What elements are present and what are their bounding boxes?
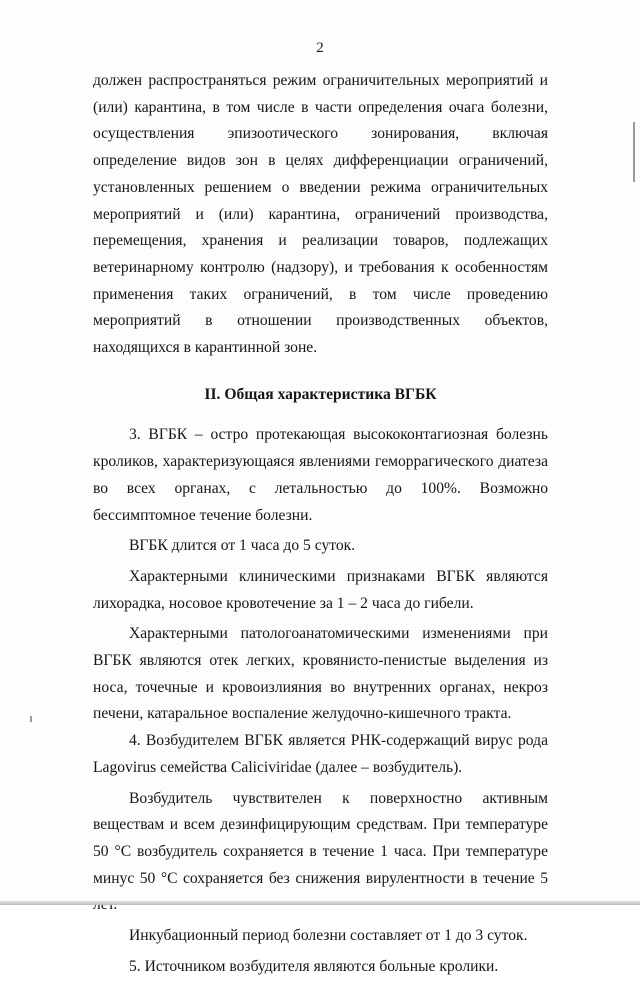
paragraph-pathology: Характерными патологоанатомическими изменениями при ВГБК являются отек легких, кровянисто-пенистые выделения из носа, точечные и кровоизлияния во внутренних органах, некроз печени, катаральное воспаление желудочно-кишечного тракта. bbox=[93, 625, 548, 723]
paragraph-resistance: Возбудитель чувствителен к поверхностно активным веществам и всем дезинфицирующим средствам. При температуре 50 °С возбудитель сохраняется в течение 1 часа. При температуре минус 50 °С сохраняется без снижения вирулентности в течение 5 bbox=[93, 789, 548, 887]
page-number: 2 bbox=[316, 40, 324, 56]
paragraph-item-5: 5. Источником возбудителя являются больные кролики. bbox=[129, 957, 499, 975]
paragraph-item-4: 4. Возбудителем ВГБК является РНК-содержащий вирус рода Lagovirus семейства Caliciviridae (далее – возбудитель). bbox=[93, 732, 548, 776]
section-heading: II. Общая характеристика ВГБК bbox=[204, 385, 437, 403]
document-body bbox=[93, 68, 548, 981]
scan-edge-mark bbox=[30, 716, 32, 722]
paragraph-clinical-signs: Характерными клиническими признаками ВГБК являются лихорадка, носовое кровотечение за 1 – 2 часа до гибели. bbox=[93, 567, 548, 612]
paragraph-item-3: 3. ВГБК – остро протекающая высококонтагиозная болезнь кроликов, характеризующаяся явлениями геморрагического диатеза во всех органах, с летальностью до 100%. Возможно бессимптомное течение болезни. bbox=[93, 426, 548, 524]
scan-bottom-edge bbox=[0, 901, 640, 905]
scan-edge-mark bbox=[633, 122, 635, 182]
paragraph-continuation: должен распространяться режим ограничительных мероприятий и (или) карантина, в том числе в части определения очага болезни, осуществления эпизоотического зонирования, включая определение видов зон в целях дифференциации ограничений, установленных решением о введении режима ограничительных мероприятий и (или) карантина, ограничений производства, перемещения, хранения и реализации товаров, подлежащих ветеринарному контролю (надзору), и требования к особенностям применения таких ограничений, в том числе проведению мероприятий в отношении производственных объектов, находящихся в карантинной зоне. bbox=[93, 72, 548, 357]
paragraph-duration: ВГБК длится от 1 часа до 5 суток. bbox=[129, 537, 356, 555]
paragraph-incubation: Инкубационный период болезни составляет от 1 до 3 суток. bbox=[129, 927, 528, 945]
